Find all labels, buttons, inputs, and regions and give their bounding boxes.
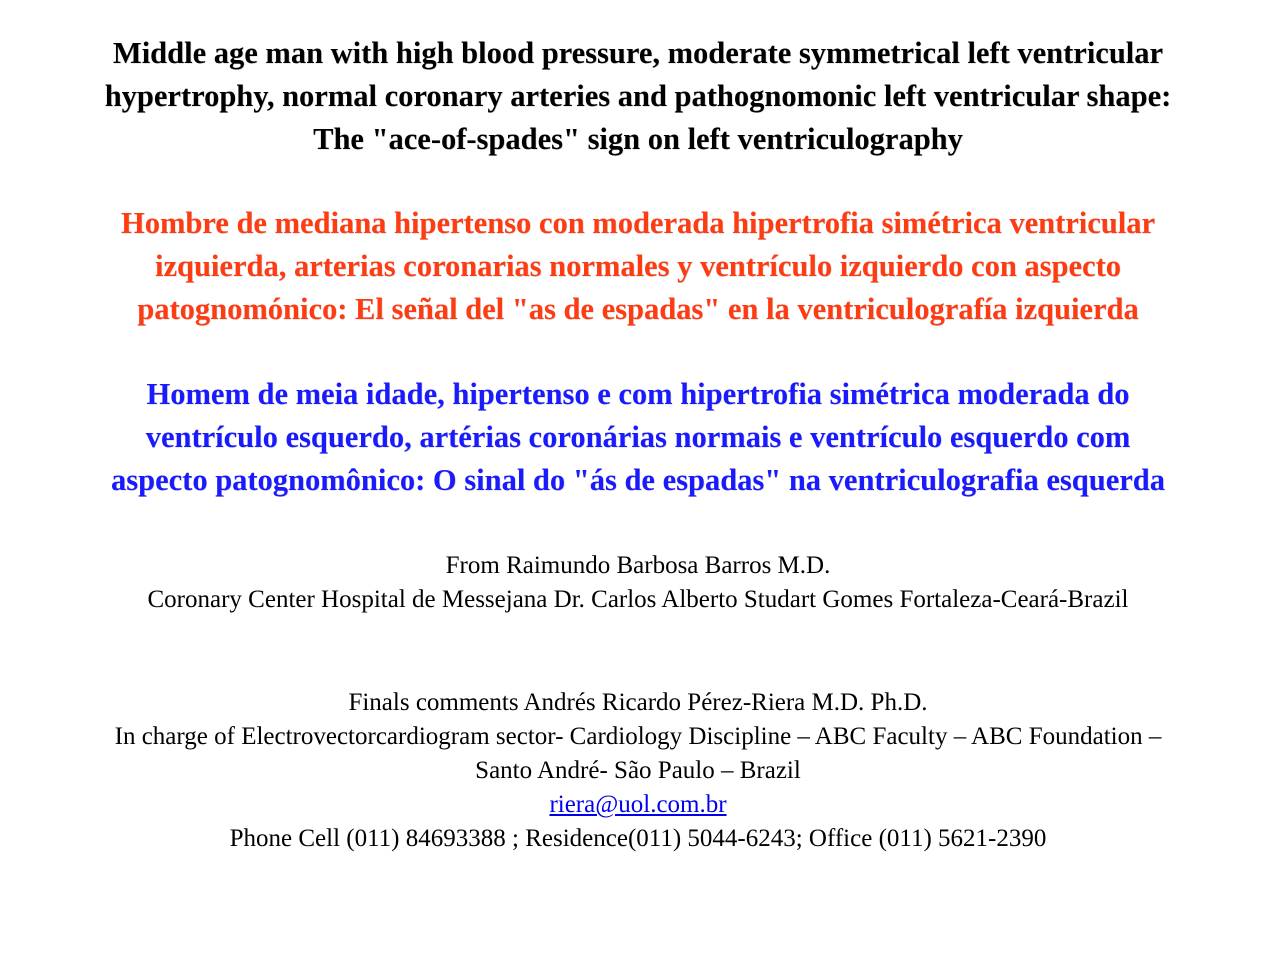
portuguese-title-line-3: aspecto patognomônico: O sinal do "ás de espadas" na ventriculografia esquerda [111, 463, 1165, 497]
phone-numbers: Phone Cell (011) 84693388 ; Residence(011) 5044-6243; Office (011) 5621-2390 [229, 825, 1047, 852]
english-title-line-3: The "ace-of-spades" sign on left ventriculography [313, 122, 963, 156]
author-credits [0, 549, 1276, 617]
author-institution: Coronary Center Hospital de Messejana Dr. Carlos Alberto Studart Gomes Fortaleza-Ceará-Brazil [147, 586, 1129, 613]
email-link[interactable]: riera@uol.com.br [549, 791, 727, 818]
portuguese-title [0, 373, 1276, 502]
commenter-name: Finals comments Andrés Ricardo Pérez-Riera M.D. Ph.D. [348, 689, 928, 716]
english-title-line-2: hypertrophy, normal coronary arteries and pathognomonic left ventricular shape: [104, 79, 1172, 113]
email-line [0, 788, 1276, 822]
author-name: From Raimundo Barbosa Barros M.D. [445, 552, 831, 579]
spanish-title [0, 202, 1276, 331]
portuguese-title-line-2: ventrículo esquerdo, artérias coronárias normais e ventrículo esquerdo com [145, 420, 1131, 454]
commenter-location: Santo André- São Paulo – Brazil [475, 757, 801, 784]
english-title-line-1: Middle age man with high blood pressure, moderate symmetrical left ventricular [112, 36, 1164, 70]
spanish-title-line-1: Hombre de mediana hipertenso con moderada hipertrofia simétrica ventricular [120, 206, 1156, 240]
portuguese-title-line-1: Homem de meia idade, hipertenso e com hipertrofia simétrica moderada do [146, 377, 1130, 411]
english-title [0, 32, 1276, 161]
spanish-title-line-3: patognomónico: El señal del "as de espadas" en la ventriculografía izquierda [137, 292, 1139, 326]
comments-credits [0, 686, 1276, 856]
spanish-title-line-2: izquierda, arterias coronarias normales y ventrículo izquierdo con aspecto [155, 249, 1121, 283]
commenter-role: In charge of Electrovectorcardiogram sector- Cardiology Discipline – ABC Faculty – ABC Foundation – [114, 723, 1162, 750]
